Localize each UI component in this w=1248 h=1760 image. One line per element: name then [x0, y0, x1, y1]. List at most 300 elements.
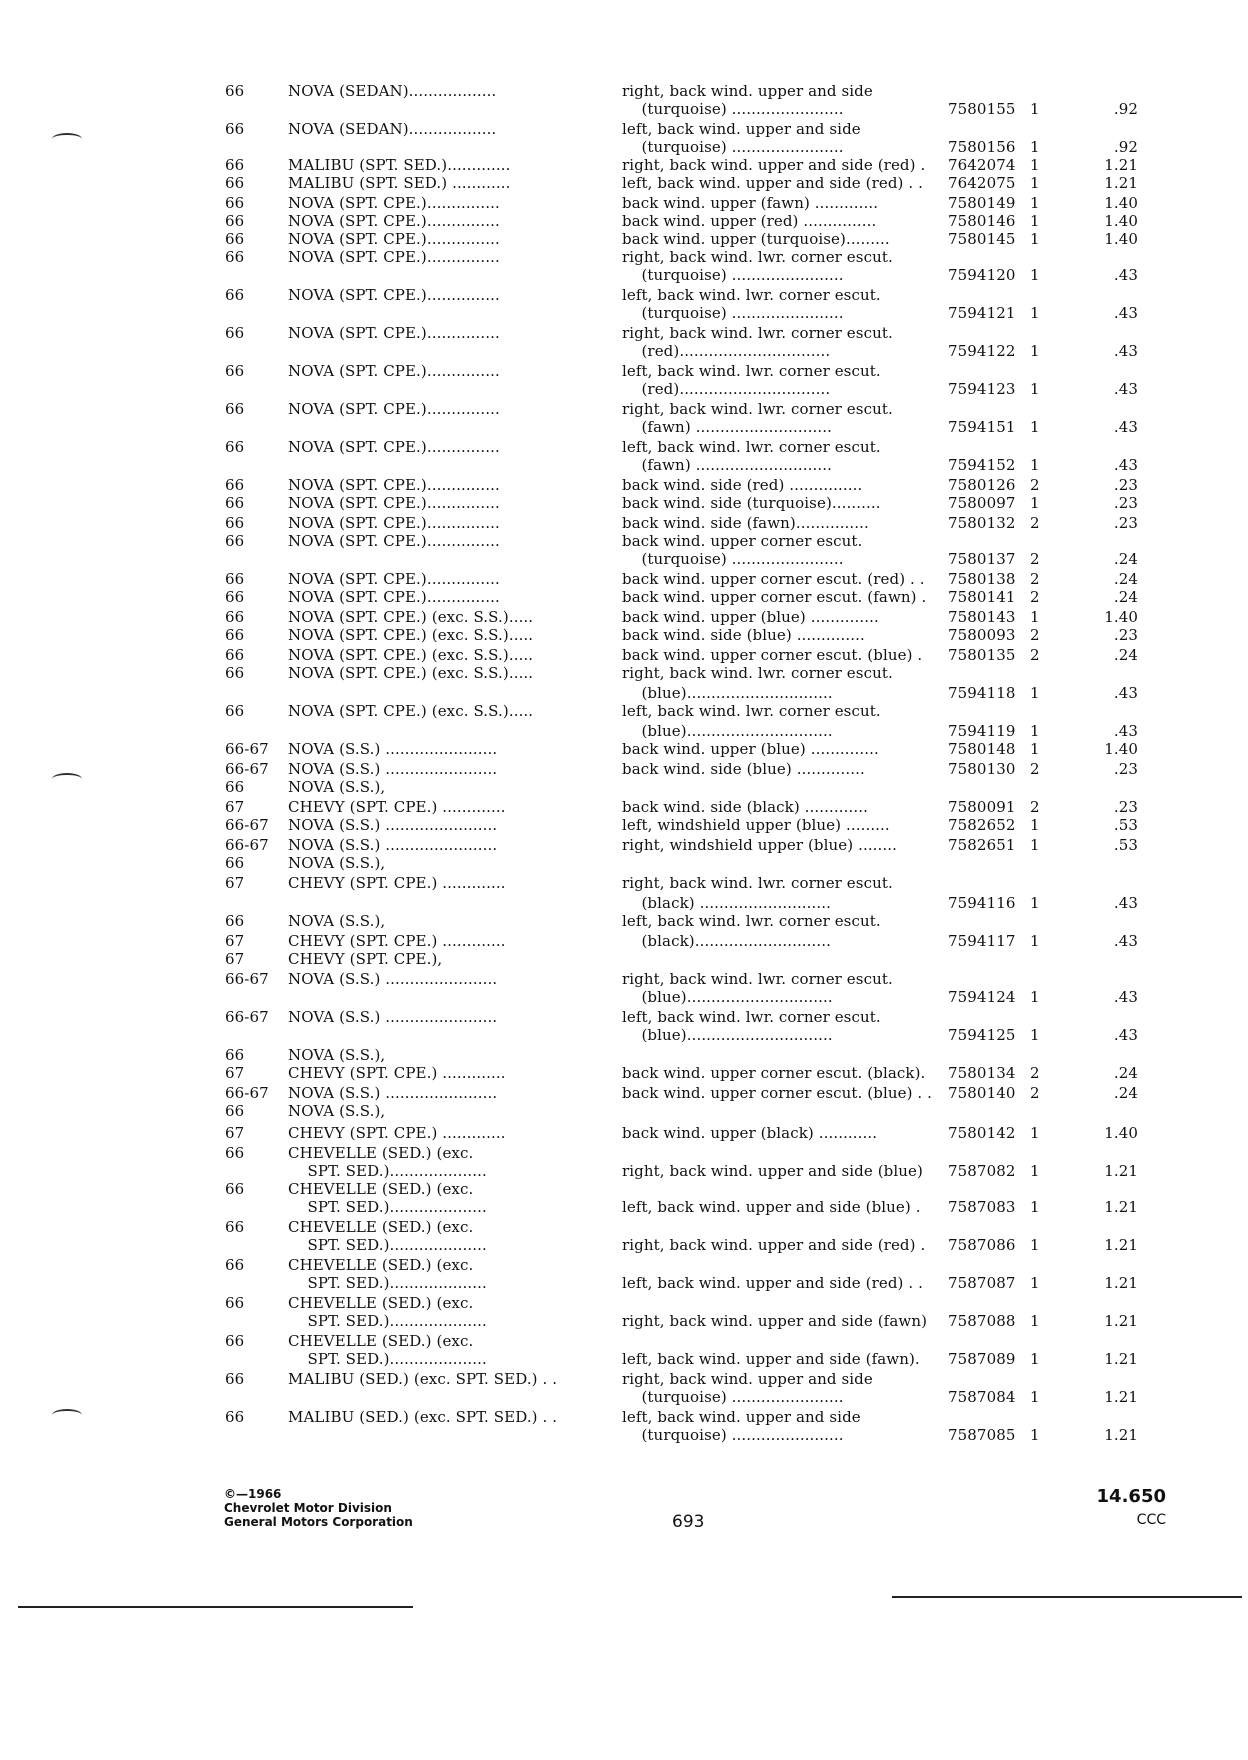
quantity: 1: [1030, 194, 1040, 212]
part-description: back wind. side (red) ...............: [622, 476, 863, 494]
quantity: 2: [1030, 570, 1040, 588]
price: .24: [1113, 570, 1138, 588]
part-number: 7580141: [948, 588, 1016, 606]
part-number: 7587083: [948, 1198, 1016, 1216]
model-name: MALIBU (SPT. SED.) ............: [288, 174, 511, 192]
part-number: 7580145: [948, 230, 1016, 248]
part-description: left, back wind. upper and side: [622, 1408, 861, 1426]
quantity: 1: [1030, 816, 1040, 834]
part-description: right, back wind. lwr. corner escut.: [622, 970, 893, 988]
part-description: (turquoise) .......................: [622, 266, 844, 284]
part-number: 7580156: [948, 138, 1016, 156]
part-description: right, back wind. lwr. corner escut.: [622, 874, 893, 892]
quantity: 1: [1030, 684, 1040, 702]
price: 1.21: [1104, 1274, 1138, 1292]
model-name: NOVA (S.S.) .......................: [288, 740, 498, 758]
model-name: CHEVELLE (SED.) (exc.: [288, 1294, 474, 1312]
price: 1.40: [1104, 230, 1138, 248]
price: 1.21: [1104, 1162, 1138, 1180]
quantity: 1: [1030, 1388, 1040, 1406]
model-name: NOVA (SPT. CPE.) (exc. S.S.).....: [288, 626, 534, 644]
model-name: NOVA (SPT. CPE.) (exc. S.S.).....: [288, 646, 534, 664]
model-name: NOVA (S.S.) .......................: [288, 970, 498, 988]
quantity: 1: [1030, 1162, 1040, 1180]
price: .92: [1113, 100, 1138, 118]
quantity: 1: [1030, 1198, 1040, 1216]
part-number: 7582652: [948, 816, 1016, 834]
model-year: 67: [225, 798, 245, 816]
quantity: 2: [1030, 1084, 1040, 1102]
quantity: 2: [1030, 646, 1040, 664]
model-year: 66: [225, 664, 245, 682]
part-number: 7587085: [948, 1426, 1016, 1444]
model-year: 66: [225, 702, 245, 720]
quantity: 1: [1030, 230, 1040, 248]
model-year: 66: [225, 626, 245, 644]
part-description: left, windshield upper (blue) .........: [622, 816, 890, 834]
model-name: NOVA (SPT. CPE.)...............: [288, 400, 500, 418]
part-description: (fawn) ............................: [622, 456, 832, 474]
model-name: NOVA (SEDAN)..................: [288, 120, 497, 138]
model-name: NOVA (SPT. CPE.)...............: [288, 494, 500, 512]
quantity: 2: [1030, 514, 1040, 532]
part-description: back wind. upper (turquoise).........: [622, 230, 890, 248]
part-number: 7594121: [948, 304, 1016, 322]
model-year: 66: [225, 362, 245, 380]
model-year: 66: [225, 1408, 245, 1426]
part-description: (turquoise) .......................: [622, 304, 844, 322]
model-year: 67: [225, 950, 245, 968]
part-description: right, back wind. lwr. corner escut.: [622, 400, 893, 418]
quantity: 1: [1030, 138, 1040, 156]
part-description: back wind. side (black) .............: [622, 798, 868, 816]
part-description: back wind. side (blue) ..............: [622, 760, 865, 778]
quantity: 2: [1030, 476, 1040, 494]
price: 1.21: [1104, 1350, 1138, 1368]
model-year: 66: [225, 1294, 245, 1312]
model-year: 66: [225, 212, 245, 230]
model-year: 66: [225, 532, 245, 550]
model-name: NOVA (SPT. CPE.)...............: [288, 324, 500, 342]
quantity: 1: [1030, 174, 1040, 192]
model-year: 66: [225, 194, 245, 212]
quantity: 2: [1030, 798, 1040, 816]
model-name: NOVA (SPT. CPE.)...............: [288, 588, 500, 606]
price: .43: [1113, 456, 1138, 474]
part-number: 7580091: [948, 798, 1016, 816]
part-description: left, back wind. upper and side: [622, 120, 861, 138]
part-number: 7594151: [948, 418, 1016, 436]
model-year: 66: [225, 1218, 245, 1236]
model-year: 66: [225, 778, 245, 796]
part-number: 7587087: [948, 1274, 1016, 1292]
model-year: 66: [225, 248, 245, 266]
part-number: 7580142: [948, 1124, 1016, 1142]
price: .92: [1113, 138, 1138, 156]
model-name: SPT. SED.)....................: [288, 1274, 487, 1292]
part-description: left, back wind. lwr. corner escut.: [622, 286, 881, 304]
part-description: back wind. upper corner escut. (blue) .: [622, 646, 923, 664]
quantity: 1: [1030, 1124, 1040, 1142]
page-number: 693: [672, 1512, 705, 1532]
quantity: 1: [1030, 304, 1040, 322]
model-name: SPT. SED.)....................: [288, 1312, 487, 1330]
model-year: 66: [225, 400, 245, 418]
model-name: NOVA (S.S.) .......................: [288, 1084, 498, 1102]
part-number: 7580126: [948, 476, 1016, 494]
model-year: 66: [225, 1180, 245, 1198]
model-name: NOVA (SPT. CPE.)...............: [288, 476, 500, 494]
part-number: 7580155: [948, 100, 1016, 118]
part-description: back wind. upper corner escut. (black).: [622, 1064, 926, 1082]
binding-mark: [52, 773, 82, 785]
model-name: MALIBU (SED.) (exc. SPT. SED.) . .: [288, 1408, 558, 1426]
price: .23: [1113, 494, 1138, 512]
part-number: 7580097: [948, 494, 1016, 512]
model-year: 66: [225, 174, 245, 192]
part-number: 7580146: [948, 212, 1016, 230]
quantity: 1: [1030, 894, 1040, 912]
bottom-rule-right: [892, 1596, 1242, 1598]
price: .43: [1113, 304, 1138, 322]
model-year: 66: [225, 82, 245, 100]
part-description: right, back wind. upper and side (red) .: [622, 1236, 926, 1254]
part-description: (black)............................: [622, 932, 832, 950]
model-year: 66-67: [225, 760, 269, 778]
quantity: 2: [1030, 1064, 1040, 1082]
price: .24: [1113, 588, 1138, 606]
model-year: 66: [225, 912, 245, 930]
quantity: 1: [1030, 100, 1040, 118]
quantity: 1: [1030, 212, 1040, 230]
part-number: 7594123: [948, 380, 1016, 398]
binding-mark: [52, 1409, 82, 1421]
price: .53: [1113, 836, 1138, 854]
price: .43: [1113, 266, 1138, 284]
price: .43: [1113, 418, 1138, 436]
model-name: MALIBU (SED.) (exc. SPT. SED.) . .: [288, 1370, 558, 1388]
model-name: CHEVY (SPT. CPE.) .............: [288, 798, 506, 816]
model-name: NOVA (S.S.),: [288, 912, 386, 930]
quantity: 2: [1030, 626, 1040, 644]
part-number: 7580132: [948, 514, 1016, 532]
part-description: back wind. upper (fawn) .............: [622, 194, 879, 212]
part-description: (blue)..............................: [622, 988, 833, 1006]
model-year: 66: [225, 588, 245, 606]
model-name: NOVA (S.S.) .......................: [288, 1008, 498, 1026]
model-name: NOVA (S.S.) .......................: [288, 836, 498, 854]
part-number: 7594122: [948, 342, 1016, 360]
part-number: 7594117: [948, 932, 1016, 950]
part-description: (red)...............................: [622, 342, 831, 360]
model-name: NOVA (SPT. CPE.) (exc. S.S.).....: [288, 664, 534, 682]
part-description: (turquoise) .......................: [622, 100, 844, 118]
part-description: right, back wind. upper and side (fawn): [622, 1312, 928, 1330]
model-name: CHEVELLE (SED.) (exc.: [288, 1144, 474, 1162]
quantity: 2: [1030, 550, 1040, 568]
price: .23: [1113, 760, 1138, 778]
model-name: CHEVY (SPT. CPE.) .............: [288, 874, 506, 892]
part-description: back wind. upper (black) ............: [622, 1124, 878, 1142]
model-year: 66: [225, 608, 245, 626]
model-name: MALIBU (SPT. SED.).............: [288, 156, 511, 174]
part-description: left, back wind. upper and side (blue) .: [622, 1198, 921, 1216]
part-description: back wind. side (turquoise)..........: [622, 494, 881, 512]
model-year: 66: [225, 438, 245, 456]
part-number: 7594124: [948, 988, 1016, 1006]
part-description: (turquoise) .......................: [622, 1388, 844, 1406]
price: 1.40: [1104, 740, 1138, 758]
price: 1.21: [1104, 174, 1138, 192]
model-name: NOVA (S.S.),: [288, 1046, 386, 1064]
part-number: 7580148: [948, 740, 1016, 758]
model-year: 66: [225, 1144, 245, 1162]
price: 1.21: [1104, 1236, 1138, 1254]
model-year: 66-67: [225, 816, 269, 834]
model-name: NOVA (SPT. CPE.)...............: [288, 570, 500, 588]
quantity: 1: [1030, 740, 1040, 758]
model-year: 66: [225, 646, 245, 664]
model-name: CHEVELLE (SED.) (exc.: [288, 1218, 474, 1236]
price: .24: [1113, 550, 1138, 568]
quantity: 1: [1030, 1350, 1040, 1368]
price: .23: [1113, 626, 1138, 644]
part-number: 7580130: [948, 760, 1016, 778]
model-year: 67: [225, 874, 245, 892]
price: .43: [1113, 1026, 1138, 1044]
price: .43: [1113, 684, 1138, 702]
model-year: 66: [225, 120, 245, 138]
quantity: 1: [1030, 456, 1040, 474]
price: 1.21: [1104, 1312, 1138, 1330]
model-year: 67: [225, 1064, 245, 1082]
quantity: 1: [1030, 932, 1040, 950]
quantity: 1: [1030, 1026, 1040, 1044]
price: .24: [1113, 646, 1138, 664]
model-name: NOVA (SPT. CPE.) (exc. S.S.).....: [288, 608, 534, 626]
quantity: 1: [1030, 342, 1040, 360]
part-description: back wind. upper (blue) ..............: [622, 740, 879, 758]
part-number: 7580134: [948, 1064, 1016, 1082]
part-description: left, back wind. lwr. corner escut.: [622, 438, 881, 456]
model-name: SPT. SED.)....................: [288, 1236, 487, 1254]
model-name: CHEVELLE (SED.) (exc.: [288, 1256, 474, 1274]
model-year: 66: [225, 494, 245, 512]
part-description: (turquoise) .......................: [622, 138, 844, 156]
model-name: CHEVY (SPT. CPE.) .............: [288, 1064, 506, 1082]
quantity: 1: [1030, 266, 1040, 284]
part-description: (turquoise) .......................: [622, 550, 844, 568]
quantity: 1: [1030, 1236, 1040, 1254]
model-name: NOVA (SPT. CPE.)...............: [288, 286, 500, 304]
model-name: CHEVY (SPT. CPE.) .............: [288, 932, 506, 950]
model-name: SPT. SED.)....................: [288, 1162, 487, 1180]
model-name: NOVA (SEDAN)..................: [288, 82, 497, 100]
quantity: 1: [1030, 418, 1040, 436]
part-description: right, back wind. lwr. corner escut.: [622, 248, 893, 266]
model-year: 66: [225, 1332, 245, 1350]
part-number: 7582651: [948, 836, 1016, 854]
part-description: left, back wind. upper and side (red) . .: [622, 174, 923, 192]
part-description: right, back wind. lwr. corner escut.: [622, 664, 893, 682]
price: .53: [1113, 816, 1138, 834]
model-name: NOVA (S.S.) .......................: [288, 760, 498, 778]
corporation: General Motors Corporation: [224, 1515, 413, 1529]
part-number: 7587088: [948, 1312, 1016, 1330]
part-description: (red)...............................: [622, 380, 831, 398]
part-number: 7587086: [948, 1236, 1016, 1254]
price: 1.21: [1104, 1426, 1138, 1444]
model-year: 66-67: [225, 740, 269, 758]
part-description: back wind. side (fawn)...............: [622, 514, 869, 532]
part-number: 7587084: [948, 1388, 1016, 1406]
model-year: 66: [225, 1370, 245, 1388]
part-description: back wind. upper (blue) ..............: [622, 608, 879, 626]
model-name: CHEVELLE (SED.) (exc.: [288, 1332, 474, 1350]
quantity: 1: [1030, 836, 1040, 854]
model-year: 66: [225, 1256, 245, 1274]
price: 1.21: [1104, 156, 1138, 174]
model-name: NOVA (SPT. CPE.)...............: [288, 438, 500, 456]
price: 1.40: [1104, 1124, 1138, 1142]
price: .23: [1113, 514, 1138, 532]
part-number: 7642075: [948, 174, 1016, 192]
model-name: NOVA (SPT. CPE.)...............: [288, 194, 500, 212]
part-description: left, back wind. lwr. corner escut.: [622, 912, 881, 930]
part-number: 7642074: [948, 156, 1016, 174]
price: .23: [1113, 476, 1138, 494]
part-description: right, back wind. upper and side (red) .: [622, 156, 926, 174]
part-number: 7594118: [948, 684, 1016, 702]
quantity: 1: [1030, 1274, 1040, 1292]
model-year: 66: [225, 1046, 245, 1064]
model-year: 67: [225, 1124, 245, 1142]
model-name: SPT. SED.)....................: [288, 1350, 487, 1368]
model-name: CHEVELLE (SED.) (exc.: [288, 1180, 474, 1198]
part-description: back wind. upper corner escut.: [622, 532, 863, 550]
price: 1.40: [1104, 194, 1138, 212]
model-year: 66: [225, 286, 245, 304]
part-description: (blue)..............................: [622, 684, 833, 702]
model-year: 66: [225, 324, 245, 342]
price: 1.40: [1104, 212, 1138, 230]
part-description: left, back wind. lwr. corner escut.: [622, 1008, 881, 1026]
model-year: 66-67: [225, 1008, 269, 1026]
price: 1.40: [1104, 608, 1138, 626]
model-name: NOVA (SPT. CPE.)...............: [288, 212, 500, 230]
part-number: 7594120: [948, 266, 1016, 284]
model-year: 66: [225, 570, 245, 588]
publisher-block: [224, 1487, 413, 1529]
copyright: ©—1966: [224, 1487, 282, 1501]
model-name: NOVA (SPT. CPE.)...............: [288, 362, 500, 380]
model-name: CHEVY (SPT. CPE.),: [288, 950, 443, 968]
model-name: CHEVY (SPT. CPE.) .............: [288, 1124, 506, 1142]
quantity: 1: [1030, 380, 1040, 398]
part-number: 7594119: [948, 722, 1016, 740]
model-name: NOVA (SPT. CPE.)...............: [288, 230, 500, 248]
model-year: 66: [225, 156, 245, 174]
part-description: back wind. side (blue) ..............: [622, 626, 865, 644]
model-year: 66: [225, 514, 245, 532]
quantity: 1: [1030, 988, 1040, 1006]
model-name: NOVA (S.S.) .......................: [288, 816, 498, 834]
part-description: back wind. upper corner escut. (red) . .: [622, 570, 925, 588]
quantity: 1: [1030, 1312, 1040, 1330]
part-number: 7594116: [948, 894, 1016, 912]
part-description: back wind. upper (red) ...............: [622, 212, 877, 230]
model-name: NOVA (SPT. CPE.)...............: [288, 514, 500, 532]
part-description: (turquoise) .......................: [622, 1426, 844, 1444]
price: .43: [1113, 342, 1138, 360]
quantity: 1: [1030, 494, 1040, 512]
quantity: 2: [1030, 588, 1040, 606]
part-description: left, back wind. upper and side (fawn).: [622, 1350, 920, 1368]
model-name: NOVA (S.S.),: [288, 1102, 386, 1120]
price: 1.21: [1104, 1388, 1138, 1406]
division: Chevrolet Motor Division: [224, 1501, 392, 1515]
part-description: right, back wind. lwr. corner escut.: [622, 324, 893, 342]
model-name: SPT. SED.)....................: [288, 1198, 487, 1216]
part-number: 7580140: [948, 1084, 1016, 1102]
quantity: 1: [1030, 1426, 1040, 1444]
part-description: left, back wind. lwr. corner escut.: [622, 362, 881, 380]
price: .24: [1113, 1084, 1138, 1102]
price: .43: [1113, 988, 1138, 1006]
price: .43: [1113, 932, 1138, 950]
model-name: NOVA (S.S.),: [288, 778, 386, 796]
part-description: left, back wind. lwr. corner escut.: [622, 702, 881, 720]
price: 1.21: [1104, 1198, 1138, 1216]
model-name: NOVA (SPT. CPE.)...............: [288, 532, 500, 550]
model-name: NOVA (SPT. CPE.) (exc. S.S.).....: [288, 702, 534, 720]
price: .23: [1113, 798, 1138, 816]
model-year: 66: [225, 854, 245, 872]
section-code: CCC: [1136, 1512, 1166, 1528]
model-name: NOVA (S.S.),: [288, 854, 386, 872]
part-number: 7580137: [948, 550, 1016, 568]
price: .43: [1113, 894, 1138, 912]
price: .24: [1113, 1064, 1138, 1082]
bottom-rule-left: [18, 1606, 413, 1608]
part-description: back wind. upper corner escut. (fawn) .: [622, 588, 927, 606]
part-number: 7594125: [948, 1026, 1016, 1044]
model-year: 66: [225, 476, 245, 494]
model-year: 66-67: [225, 970, 269, 988]
binding-mark: [52, 133, 82, 145]
part-number: 7594152: [948, 456, 1016, 474]
model-year: 66-67: [225, 836, 269, 854]
part-number: 7580143: [948, 608, 1016, 626]
part-description: (blue)..............................: [622, 1026, 833, 1044]
part-number: 7580138: [948, 570, 1016, 588]
part-number: 7580149: [948, 194, 1016, 212]
part-number: 7580093: [948, 626, 1016, 644]
price: .43: [1113, 722, 1138, 740]
part-description: (black) ...........................: [622, 894, 832, 912]
part-description: left, back wind. upper and side (red) . .: [622, 1274, 923, 1292]
model-year: 66: [225, 1102, 245, 1120]
quantity: 1: [1030, 608, 1040, 626]
part-description: (blue)..............................: [622, 722, 833, 740]
model-name: NOVA (SPT. CPE.)...............: [288, 248, 500, 266]
part-description: right, back wind. upper and side: [622, 1370, 873, 1388]
section-number: 14.650: [1096, 1486, 1166, 1507]
quantity: 1: [1030, 722, 1040, 740]
part-description: (fawn) ............................: [622, 418, 832, 436]
part-number: 7587082: [948, 1162, 1016, 1180]
model-year: 67: [225, 932, 245, 950]
